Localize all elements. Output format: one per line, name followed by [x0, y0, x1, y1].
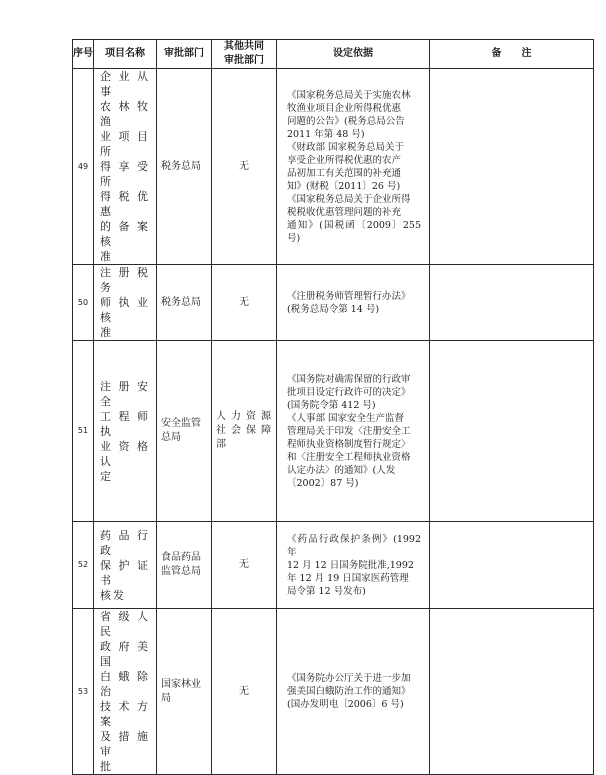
name-line: 业资格认 — [100, 439, 150, 468]
row-approval-dept: 税务总局 — [157, 69, 212, 265]
row-seq: 52 — [73, 522, 94, 609]
header-dept: 审批部门 — [157, 40, 212, 69]
basis-line: 享受企业所得税优惠的农产 — [287, 154, 402, 166]
basis-line: (税务总局令第 14 号) — [287, 303, 380, 315]
row-approval-dept: 税务总局 — [157, 265, 212, 341]
row-other-dept — [212, 341, 277, 522]
row-legal-basis — [277, 341, 430, 522]
name-line: 保护证书 — [100, 558, 150, 587]
header-basis: 设定依据 — [277, 40, 430, 69]
name-line: 核发 — [100, 588, 126, 602]
header-seq: 序号 — [73, 40, 94, 69]
basis-line: 牧渔业项目企业所得税优惠 — [287, 102, 402, 114]
name-line: 技术方案 — [100, 700, 150, 728]
basis-line: 2011 年第 48 号) — [287, 128, 365, 140]
approval-items-table — [72, 39, 594, 775]
basis-line: 品初加工有关范围的补充通 — [287, 167, 402, 179]
table-header-row — [73, 40, 594, 69]
row-project-name — [94, 341, 157, 522]
row-legal-basis — [277, 69, 430, 265]
basis-line: 《人事部 国家安全生产监督 — [287, 412, 405, 424]
basis-line: 和〈注册安全工程师执业资格 — [287, 451, 411, 463]
table-row — [73, 265, 594, 341]
name-line: 注册安全 — [100, 379, 150, 408]
basis-line: 《药品行政保护条例》(1992 年 — [287, 533, 421, 558]
name-line: 师执业核 — [100, 296, 150, 324]
name-line: 业项目所 — [100, 130, 150, 158]
name-line: 的备案核 — [100, 220, 150, 248]
other-line: 人力资源 — [216, 411, 272, 422]
header-note: 备 注 — [430, 40, 594, 69]
row-other-dept: 无 — [212, 69, 277, 265]
basis-line: 批项目设定行政许可的决定》 — [287, 386, 411, 398]
basis-line: (国办发明电〔2006〕6 号) — [287, 699, 404, 710]
name-line: 省级人民 — [100, 610, 150, 638]
basis-line: 《财政部 国家税务总局关于 — [287, 141, 405, 153]
basis-line: 管理局关于印发〈注册安全工 — [287, 425, 411, 437]
basis-line: 《国务院办公厅关于进一步加 — [287, 673, 411, 684]
basis-line: 《国家税务总局关于实施农林 — [287, 89, 411, 101]
basis-line: 〔2002〕87 号) — [287, 477, 359, 489]
name-line: 批 — [100, 760, 113, 773]
name-line: 工程师执 — [100, 409, 150, 438]
name-line: 得享受所 — [100, 160, 150, 188]
name-line: 及措施审 — [100, 730, 150, 758]
basis-line: 问题的公告》(税务总局公告 — [287, 115, 405, 127]
row-project-name — [94, 522, 157, 609]
basis-line: 《国务院对确需保留的行政审 — [287, 373, 411, 385]
header-other-line1: 其他共同 — [224, 41, 264, 52]
row-note — [430, 609, 594, 775]
other-line: 社会保障 — [216, 425, 272, 436]
row-project-name — [94, 609, 157, 775]
row-note — [430, 341, 594, 522]
row-note — [430, 69, 594, 265]
basis-line: 税税收优惠管理问题的补充 — [287, 206, 402, 218]
header-other-line2: 审批部门 — [224, 55, 264, 66]
basis-line: 通知》(国税函〔2009〕255 号) — [287, 219, 421, 244]
row-approval-dept: 安全监管总局 — [157, 341, 212, 522]
basis-line: 知》(财税〔2011〕26 号) — [287, 180, 401, 192]
row-approval-dept: 国家林业局 — [157, 609, 212, 775]
name-line: 白蛾除治 — [100, 670, 150, 698]
basis-line: 局令第 12 号发布) — [287, 585, 366, 597]
table-row — [73, 69, 594, 265]
header-other-dept — [212, 40, 277, 69]
row-other-dept: 无 — [212, 265, 277, 341]
row-note — [430, 265, 594, 341]
header-name: 项目名称 — [94, 40, 157, 69]
row-legal-basis — [277, 522, 430, 609]
row-other-dept: 无 — [212, 522, 277, 609]
name-line: 农林牧渔 — [100, 100, 150, 128]
row-seq: 51 — [73, 341, 94, 522]
basis-line: 程师执业资格制度暂行规定〉 — [287, 438, 411, 450]
basis-line: 年 12 月 19 日国家医药管理 — [287, 572, 409, 584]
basis-line: 12 月 12 日国务院批准,1992 — [287, 559, 414, 571]
name-line: 注册税务 — [100, 266, 150, 294]
row-note — [430, 522, 594, 609]
basis-line: 强美国白蛾防治工作的通知》 — [287, 686, 411, 697]
row-approval-dept: 食品药品监管总局 — [157, 522, 212, 609]
other-line: 部 — [216, 439, 227, 450]
row-project-name — [94, 265, 157, 341]
basis-line: 认定办法〉的通知》(人发 — [287, 464, 396, 476]
row-legal-basis — [277, 609, 430, 775]
row-other-dept: 无 — [212, 609, 277, 775]
row-seq: 50 — [73, 265, 94, 341]
table-row — [73, 609, 594, 775]
name-line: 得税优惠 — [100, 190, 150, 218]
name-line: 政府美国 — [100, 640, 150, 668]
row-legal-basis — [277, 265, 430, 341]
table-row — [73, 341, 594, 522]
name-line: 药品行政 — [100, 528, 150, 557]
row-seq: 53 — [73, 609, 94, 775]
table-row — [73, 522, 594, 609]
basis-line: 《注册税务师管理暂行办法》 — [287, 290, 411, 302]
name-line: 准 — [100, 250, 113, 263]
basis-line: 《国家税务总局关于企业所得 — [287, 193, 411, 205]
basis-line: (国务院令第 412 号) — [287, 399, 376, 411]
row-seq: 49 — [73, 69, 94, 265]
name-line: 定 — [100, 469, 113, 483]
name-line: 企业从事 — [100, 70, 150, 98]
name-line: 准 — [100, 326, 113, 339]
row-project-name — [94, 69, 157, 265]
